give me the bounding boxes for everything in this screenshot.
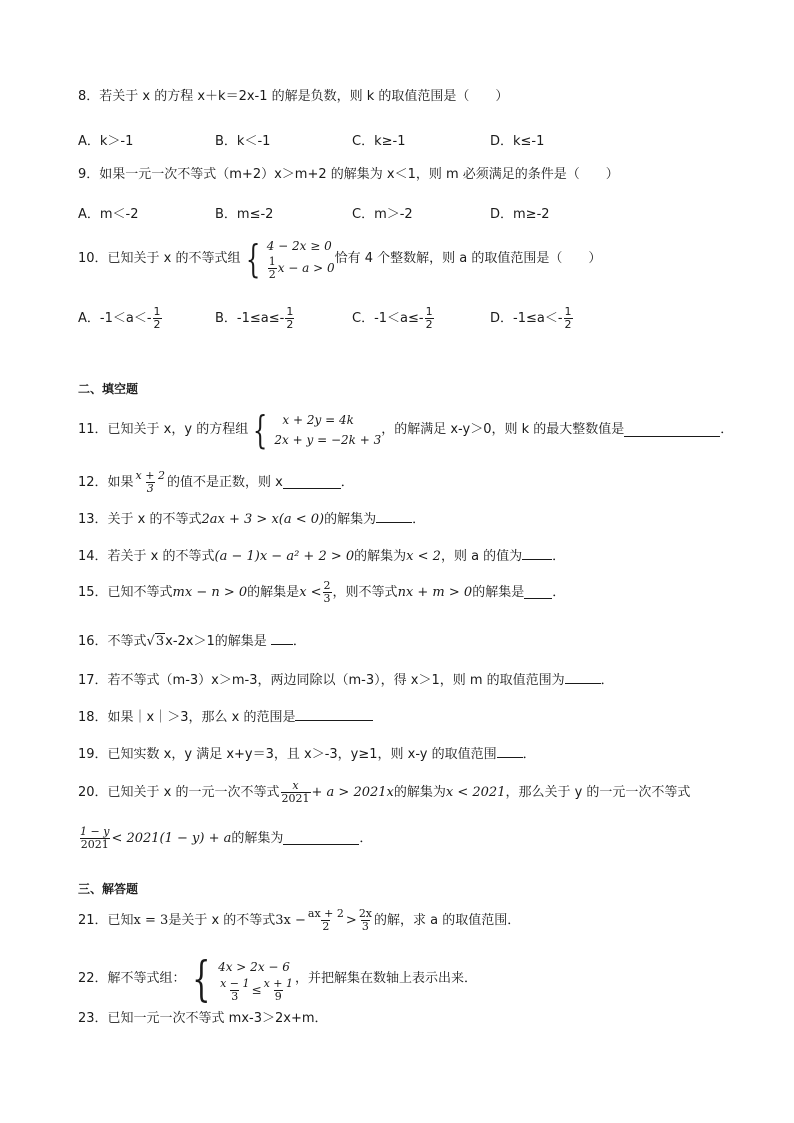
question-12: 12．如果 $\frac{x + 2}{3}$ 的值不是正数，则 x ． — [78, 469, 354, 495]
brace-icon: { — [191, 951, 210, 1007]
q8-option-b: B．k＜-1 — [215, 134, 271, 149]
question-23: 23．已知一元一次不等式 mx-3＞2x+m． — [78, 1011, 328, 1026]
section-fill-in-title: 二、填空题 — [78, 382, 139, 396]
q10-option-b: B．-1≤a≤- $\frac{1}{2}$ — [215, 305, 294, 331]
question-18: 18．如果｜x｜＞3，那么 x 的范围是 — [78, 708, 734, 727]
q8-option-d: D．k≤-1 — [490, 134, 545, 149]
q11-answer-blank[interactable] — [624, 424, 720, 437]
question-10-stem — [78, 236, 734, 281]
brace-icon: { — [253, 408, 268, 452]
question-15: 15．已知不等式 mx − n > 0 的解集是 x < $\frac{2}{3}$ ，则不等式 nx + m > 0 的解集是 ． — [78, 579, 566, 605]
question-11: 11．已知关于 x，y 的方程组 { x + 2y = 4k 2x + y = −2k + 3 ，的解满足 x-y＞0，则 k 的最大整数值是 ． — [78, 408, 734, 452]
q9-option-c: C．m＞-2 — [352, 207, 413, 222]
q22-inequality-system: { 4x > 2x − 6 $\frac{x - 1}{3}$ ≤ $\frac{x + 1}{9}$ — [191, 951, 293, 1007]
q10-inequality-system — [241, 236, 335, 281]
q10-option-d: D．-1≤a＜- $\frac{1}{2}$ — [490, 305, 572, 331]
question-17: 17．若不等式（m-3）x＞m-3，两边同除以（m-3），得 x＞1，则 m 的取值范围为 ． — [78, 673, 614, 688]
question-16: 16．不等式√3x-2x＞1的解集是 ． — [78, 634, 306, 649]
q13-answer-blank[interactable] — [376, 510, 412, 523]
q10-row-2: $\frac{1}{2}$ x − a > 0 — [268, 255, 335, 281]
q9-option-d: D．m≥-2 — [490, 207, 550, 222]
q16-answer-blank[interactable] — [271, 632, 293, 645]
question-20-line-2: $\frac{1 - y}{2021}$ < 2021(1 − y) + a 的解集为 ． — [80, 825, 373, 851]
q11-equation-system: { x + 2y = 4k 2x + y = −2k + 3 — [253, 408, 382, 452]
question-19: 19．已知实数 x，y 满足 x+y＝3，且 x＞-3，y≥1，则 x-y 的取值范围 ． — [78, 747, 536, 762]
q20-answer-blank[interactable] — [283, 832, 359, 845]
q15-answer-blank[interactable] — [524, 586, 552, 599]
question-8-stem: 8．若关于 x 的方程 x＋k＝2x-1 的解是负数，则 k 的取值范围是（ ） — [78, 89, 509, 104]
q17-answer-blank[interactable] — [565, 671, 601, 684]
question-21: 21．已知 x = 3 是关于 x 的不等式 3x − $\frac{ax + 2}{2}$ > $\frac{2x}{3}$ 的解，求 a 的取值范围． — [78, 907, 521, 933]
q8-option-c: C．k≥-1 — [352, 134, 406, 149]
q8-option-a: A．k＞-1 — [78, 134, 134, 149]
question-22: 22．解不等式组： { 4x > 2x − 6 $\frac{x - 1}{3}$ ≤ $\frac{x + 1}{9}$ ，并把解集在数轴上表示出来． — [78, 951, 478, 1007]
q10-prefix: 10．已知关于 x 的不等式组 — [78, 250, 241, 266]
q18-answer-blank[interactable] — [295, 708, 373, 721]
q19-answer-blank[interactable] — [497, 745, 523, 758]
question-9-stem: 9．如果一元一次不等式（m+2）x＞m+2 的解集为 x＜1，则 m 必须满足的条件是（ ） — [78, 167, 619, 182]
q10-option-c: C．-1＜a≤- $\frac{1}{2}$ — [352, 305, 433, 331]
question-20-line-1: 20．已知关于 x 的一元一次不等式 $\frac{x}{2021}$ + a > 2021x 的解集为 x < 2021 ，那么关于 y 的一元一次不等式 — [78, 779, 691, 805]
section-solution-title: 三、解答题 — [78, 882, 139, 896]
q9-option-b: B．m≤-2 — [215, 207, 274, 222]
brace-icon: { — [245, 236, 260, 281]
q10-option-a: A．-1＜a＜- $\frac{1}{2}$ — [78, 305, 161, 331]
q14-answer-blank[interactable] — [522, 547, 552, 560]
q9-option-a: A．m＜-2 — [78, 207, 139, 222]
question-13: 13．关于 x 的不等式2ax + 3 > x(a < 0)的解集为 ． — [78, 512, 426, 527]
question-14: 14．若关于 x 的不等式(a − 1)x − a² + 2 > 0的解集为x < 2，则 a 的值为 ． — [78, 549, 566, 564]
q12-answer-blank[interactable] — [283, 476, 341, 489]
q10-suffix: 恰有 4 个整数解，则 a 的取值范围是（ ） — [334, 250, 602, 266]
q10-row-1: 4 − 2x ≥ 0 — [266, 239, 332, 253]
